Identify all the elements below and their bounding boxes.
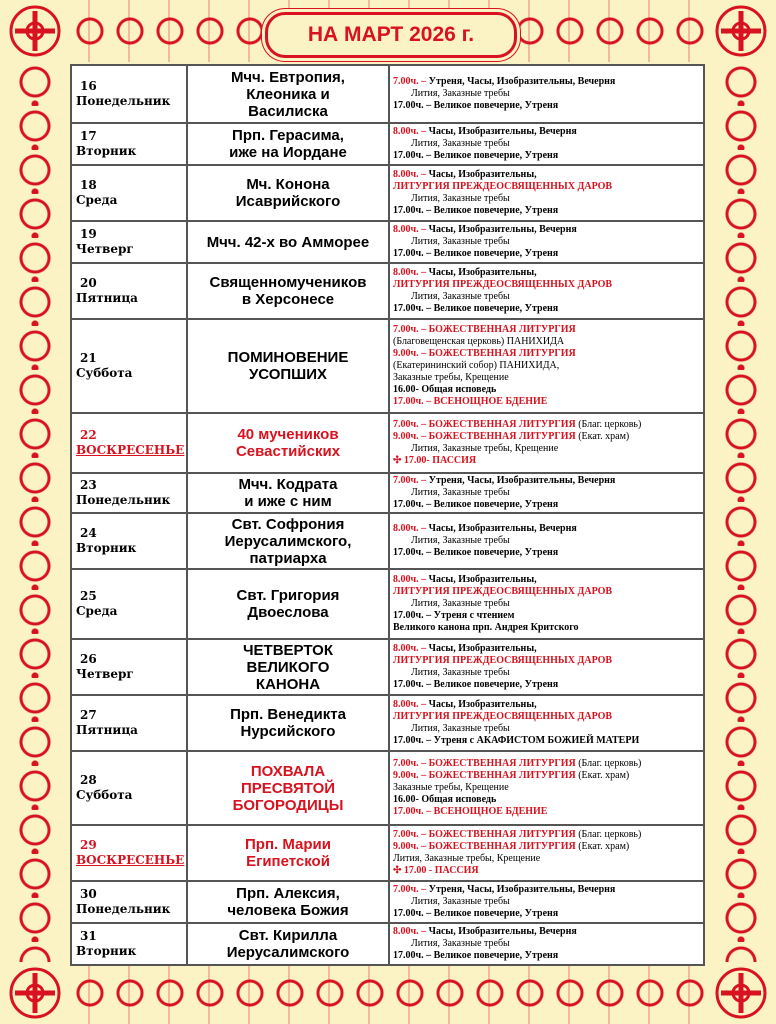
service-line: ЛИТУРГИЯ ПРЕЖДЕОСВЯЩЕННЫХ ДАРОВ (393, 181, 613, 192)
saint-cell (187, 263, 389, 319)
title-banner (265, 12, 517, 58)
services-cell (389, 695, 704, 751)
saint-cell (187, 695, 389, 751)
saint-cell (187, 513, 389, 569)
weekday: Вторник (76, 144, 137, 158)
day-cell (71, 413, 187, 473)
service-line: 8.00ч. – Часы, Изобразительны, (393, 699, 537, 710)
service-line: 17.00ч. – Великое повечерие, Утреня (393, 205, 559, 216)
service-line: ЛИТУРГИЯ ПРЕЖДЕОСВЯЩЕННЫХ ДАРОВ (393, 586, 613, 597)
saint-line: Нурсийского (240, 723, 336, 740)
saint-cell (187, 751, 389, 825)
weekday: Пятница (76, 291, 138, 305)
saint-cell (187, 923, 389, 965)
service-line: Лития, Заказные требы (411, 291, 510, 302)
service-line: Лития, Заказные требы (411, 88, 510, 99)
service-line: (Екатерининский собор) ПАНИХИДА, (393, 360, 560, 371)
weekday: Пятница (76, 723, 138, 737)
day-number: 28 (80, 773, 97, 787)
day-number: 22 (80, 428, 97, 442)
service-line: 7.00ч. – БОЖЕСТВЕННАЯ ЛИТУРГИЯ (Благ. церковь) (393, 758, 642, 769)
saint-line: иже на Иордане (229, 144, 347, 161)
service-line: 7.00ч. – Утреня, Часы, Изобразительны, Вечерня (393, 76, 616, 87)
service-line: Лития, Заказные требы, Крещение (393, 853, 541, 864)
service-line: ЛИТУРГИЯ ПРЕЖДЕОСВЯЩЕННЫХ ДАРОВ (393, 279, 613, 290)
ornament-border-left (0, 62, 70, 962)
schedule-row (71, 413, 704, 473)
service-line: 8.00ч. – Часы, Изобразительны, (393, 267, 537, 278)
saint-cell (187, 319, 389, 413)
day-cell (71, 751, 187, 825)
ornament-border-right (706, 62, 776, 962)
service-line: Лития, Заказные требы (411, 938, 510, 949)
services-cell (389, 319, 704, 413)
day-cell (71, 221, 187, 263)
saint-line: 40 мучеников (237, 426, 339, 443)
services-cell (389, 751, 704, 825)
services-cell (389, 881, 704, 923)
service-line: 17.00ч. – Великое повечерие, Утреня (393, 150, 559, 161)
weekday: ВОСКРЕСЕНЬЕ (76, 443, 185, 457)
saint-line: и иже с ним (244, 493, 332, 510)
weekday: Среда (76, 193, 118, 207)
service-line: 17.00ч. – Великое повечерие, Утреня (393, 547, 559, 558)
service-line: 16.00- Общая исповедь (393, 794, 497, 805)
schedule-row (71, 473, 704, 513)
page-title: НА МАРТ 2026 г. (307, 23, 475, 46)
saint-line: Прп. Герасима, (232, 127, 344, 144)
schedule-row (71, 639, 704, 695)
services-cell (389, 569, 704, 639)
saint-line: патриарха (249, 549, 327, 567)
ornament-border-bottom (70, 962, 706, 1024)
saint-line: Василиска (248, 102, 328, 120)
weekday: Суббота (76, 366, 133, 380)
saint-line: Иерусалимского (226, 944, 350, 961)
saint-line: человека Божия (227, 902, 349, 919)
services-cell (389, 413, 704, 473)
service-line: 9.00ч. – БОЖЕСТВЕННАЯ ЛИТУРГИЯ (Екат. храм) (393, 770, 630, 781)
services-cell (389, 263, 704, 319)
weekday: Вторник (76, 944, 137, 958)
service-line: 17.00ч. – Великое повечерие, Утреня (393, 499, 559, 510)
saint-line: Мчч. Кодрата (238, 476, 338, 493)
service-line: 9.00ч. – БОЖЕСТВЕННАЯ ЛИТУРГИЯ (Екат. храм) (393, 431, 630, 442)
service-line: ЛИТУРГИЯ ПРЕЖДЕОСВЯЩЕННЫХ ДАРОВ (393, 655, 613, 666)
day-cell (71, 65, 187, 123)
saint-line: Египетской (246, 853, 330, 870)
day-number: 17 (80, 129, 97, 143)
saint-line: Прп. Алексия, (236, 885, 340, 902)
day-cell (71, 513, 187, 569)
saint-line: КАНОНА (255, 675, 321, 693)
saint-line: Свт. Софрония (231, 515, 345, 533)
day-cell (71, 639, 187, 695)
service-line: 9.00ч. – БОЖЕСТВЕННАЯ ЛИТУРГИЯ (Екат. храм) (393, 841, 630, 852)
service-line: 8.00ч. – Часы, Изобразительны, Вечерня (393, 126, 577, 137)
service-line: 8.00ч. – Часы, Изобразительны, (393, 574, 537, 585)
saint-line: Прп. Марии (245, 836, 331, 853)
service-line: 17.00ч. – ВСЕНОЩНОЕ БДЕНИЕ (393, 396, 548, 407)
saint-line: Севастийских (235, 443, 341, 460)
schedule-row (71, 123, 704, 165)
saint-cell (187, 639, 389, 695)
services-cell (389, 65, 704, 123)
saint-line: Прп. Венедикта (230, 706, 346, 723)
cross-ornament-icon (706, 962, 776, 1024)
saint-line: Иерусалимского, (224, 532, 352, 550)
services-cell (389, 639, 704, 695)
saint-cell (187, 825, 389, 881)
service-line: 9.00ч. – БОЖЕСТВЕННАЯ ЛИТУРГИЯ (393, 348, 576, 359)
services-cell (389, 513, 704, 569)
service-line: 17.00ч. – Великое повечерие, Утреня (393, 908, 559, 919)
schedule-row (71, 221, 704, 263)
service-line: 7.00ч. – БОЖЕСТВЕННАЯ ЛИТУРГИЯ (393, 324, 576, 335)
services-cell (389, 165, 704, 221)
service-line: Лития, Заказные требы (411, 896, 510, 907)
service-line: 17.00ч. – Великое повечерие, Утреня (393, 303, 559, 314)
saint-line: Исаврийского (235, 193, 341, 210)
saint-cell (187, 165, 389, 221)
service-line: 7.00ч. – БОЖЕСТВЕННАЯ ЛИТУРГИЯ (Благ. церковь) (393, 829, 642, 840)
saint-line: ПОХВАЛА (250, 762, 326, 780)
saint-line: УСОПШИХ (248, 366, 328, 383)
saint-line: Свт. Григория (236, 587, 340, 604)
day-number: 24 (80, 526, 97, 540)
day-cell (71, 319, 187, 413)
day-cell (71, 923, 187, 965)
saint-line: Мчч. Евтропия, (231, 68, 345, 86)
schedule-row (71, 923, 704, 965)
service-line: 8.00ч. – Часы, Изобразительны, Вечерня (393, 224, 577, 235)
service-line: ЛИТУРГИЯ ПРЕЖДЕОСВЯЩЕННЫХ ДАРОВ (393, 711, 613, 722)
service-line: 7.00ч. – Утреня, Часы, Изобразительны, Вечерня (393, 475, 616, 486)
day-cell (71, 473, 187, 513)
saint-line: ПОМИНОВЕНИЕ (227, 349, 349, 366)
service-line: Лития, Заказные требы (411, 667, 510, 678)
service-line: (Благовещенская церковь) ПАНИХИДА (393, 336, 565, 347)
day-number: 25 (80, 589, 97, 603)
weekday: ВОСКРЕСЕНЬЕ (76, 853, 185, 867)
saint-line: Двоеслова (247, 604, 329, 621)
services-cell (389, 825, 704, 881)
saint-line: Клеоника и (246, 85, 330, 103)
service-line: ✣ 17.00 - ПАССИЯ (393, 865, 479, 876)
service-line: 8.00ч. – Часы, Изобразительны, (393, 169, 537, 180)
schedule-body (71, 65, 704, 965)
day-number: 27 (80, 708, 97, 722)
service-line: 16.00- Общая исповедь (393, 384, 497, 395)
schedule-row (71, 825, 704, 881)
service-line: Заказные требы, Крещение (393, 782, 509, 793)
day-cell (71, 825, 187, 881)
cross-ornament-icon (0, 962, 70, 1024)
services-cell (389, 123, 704, 165)
service-line: 17.00ч. – Утреня с чтением (393, 610, 515, 621)
day-number: 19 (80, 227, 97, 241)
saint-line: Мчч. 42-х во Амморее (206, 233, 370, 251)
schedule-table (70, 64, 705, 966)
service-line: 17.00ч. – Великое повечерие, Утреня (393, 100, 559, 111)
saint-cell (187, 123, 389, 165)
services-cell (389, 473, 704, 513)
service-line: ✣ 17.00- ПАССИЯ (393, 455, 477, 466)
day-cell (71, 263, 187, 319)
saint-line: Мч. Конона (246, 176, 330, 193)
weekday: Понедельник (76, 493, 171, 507)
saint-line: в Херсонесе (241, 291, 335, 308)
service-line: 17.00ч. – Великое повечерие, Утреня (393, 679, 559, 690)
day-cell (71, 569, 187, 639)
services-cell (389, 221, 704, 263)
service-line: Лития, Заказные требы, Крещение (411, 443, 559, 454)
weekday: Среда (76, 604, 118, 618)
service-line: Лития, Заказные требы (411, 236, 510, 247)
day-number: 29 (80, 838, 97, 852)
schedule-row (71, 881, 704, 923)
schedule-row (71, 513, 704, 569)
schedule-row (71, 695, 704, 751)
service-line: Лития, Заказные требы (411, 535, 510, 546)
service-line: 8.00ч. – Часы, Изобразительны, Вечерня (393, 926, 577, 937)
saint-cell (187, 881, 389, 923)
schedule-row (71, 569, 704, 639)
schedule-row (71, 65, 704, 123)
weekday: Понедельник (76, 94, 171, 108)
service-line: Лития, Заказные требы (411, 598, 510, 609)
service-line: 17.00ч. – Великое повечерие, Утреня (393, 950, 559, 961)
service-line: Великого канона прп. Андрея Критского (393, 622, 579, 633)
day-number: 31 (80, 929, 97, 943)
weekday: Четверг (76, 667, 134, 681)
service-line: 17.00ч. – Великое повечерие, Утреня (393, 248, 559, 259)
schedule-row (71, 165, 704, 221)
day-number: 16 (80, 79, 97, 93)
day-cell (71, 881, 187, 923)
service-line: 8.00ч. – Часы, Изобразительны, Вечерня (393, 523, 577, 534)
cross-ornament-icon (0, 0, 70, 62)
day-number: 20 (80, 276, 97, 290)
cross-ornament-icon (706, 0, 776, 62)
day-cell (71, 695, 187, 751)
service-line: Лития, Заказные требы (411, 193, 510, 204)
day-cell (71, 165, 187, 221)
saint-line: БОГОРОДИЦЫ (232, 796, 344, 814)
day-number: 30 (80, 887, 97, 901)
service-line: Лития, Заказные требы (411, 723, 510, 734)
saint-line: ЧЕТВЕРТОК (243, 641, 333, 659)
saint-line: ВЕЛИКОГО (246, 658, 330, 676)
service-line: 7.00ч. – БОЖЕСТВЕННАЯ ЛИТУРГИЯ (Благ. церковь) (393, 419, 642, 430)
saint-line: Свт. Кирилла (238, 927, 338, 944)
weekday: Суббота (76, 788, 133, 802)
saint-cell (187, 413, 389, 473)
day-cell (71, 123, 187, 165)
service-line: 7.00ч. – Утреня, Часы, Изобразительны, Вечерня (393, 884, 616, 895)
saint-line: Священномучеников (209, 274, 367, 291)
service-line: Лития, Заказные требы (411, 487, 510, 498)
service-line: Заказные требы, Крещение (393, 372, 509, 383)
schedule-row (71, 751, 704, 825)
day-number: 21 (80, 351, 97, 365)
day-number: 18 (80, 178, 97, 192)
weekday: Вторник (76, 541, 137, 555)
schedule-row (71, 263, 704, 319)
saint-cell (187, 65, 389, 123)
weekday: Четверг (76, 242, 134, 256)
service-line: 17.00ч. – Утреня с АКАФИСТОМ БОЖИЕЙ МАТЕРИ (393, 735, 640, 746)
saint-cell (187, 473, 389, 513)
day-number: 23 (80, 478, 97, 492)
weekday: Понедельник (76, 902, 171, 916)
service-line: Лития, Заказные требы (411, 138, 510, 149)
saint-line: ПРЕСВЯТОЙ (240, 779, 336, 797)
services-cell (389, 923, 704, 965)
saint-cell (187, 569, 389, 639)
service-line: 17.00ч. – ВСЕНОЩНОЕ БДЕНИЕ (393, 806, 548, 817)
day-number: 26 (80, 652, 97, 666)
service-line: 8.00ч. – Часы, Изобразительны, (393, 643, 537, 654)
schedule-row (71, 319, 704, 413)
saint-cell (187, 221, 389, 263)
